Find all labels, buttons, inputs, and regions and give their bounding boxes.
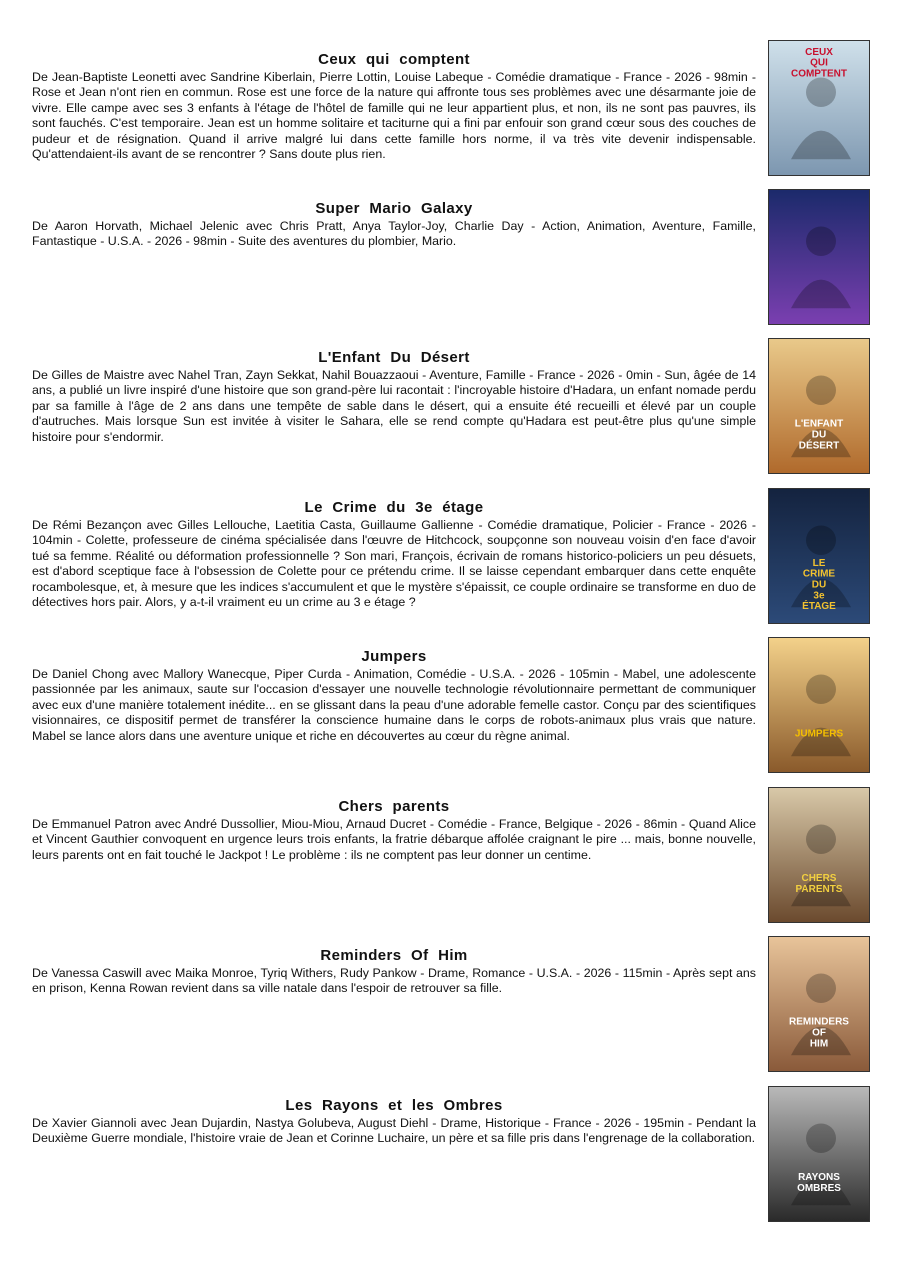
film-entry-chers-parents [32, 797, 756, 863]
film-title: Super Mario Galaxy [315, 200, 473, 217]
poster-title-word: LE [812, 557, 826, 569]
film-poster [768, 338, 870, 474]
poster-title-word: 3e [813, 590, 825, 602]
poster-art [769, 937, 869, 1071]
poster-title-word: RAYONS [798, 1172, 840, 1184]
poster-title-word: QUI [810, 57, 828, 69]
poster-title-word: OF [812, 1027, 826, 1039]
poster-title-word: L'ENFANT [794, 418, 844, 430]
film-entry-l-enfant-du-desert [32, 348, 756, 445]
poster-art [769, 1087, 869, 1221]
poster-title-word: PARENTS [795, 884, 843, 895]
film-description: De Emmanuel Patron avec André Dussollier, Miou-Miou, Arnaud Ducret - Comédie - France, Belgique - 2026 - 86min - Quand Alice et Vincent Gauthier convoquent en urgence leurs trois enfants, la fratrie débarque affolée craignant le pire ... mais, bonne nouvelle, leurs parents ont en fait touché le Jackpot ! Le problème : ils ne comptent pas leur donner un centime. [32, 817, 756, 862]
film-entry-jumpers [32, 647, 756, 744]
film-title: L'Enfant Du Désert [318, 349, 470, 366]
film-poster [768, 1086, 870, 1222]
film-description: De Xavier Giannoli avec Jean Dujardin, Nastya Golubeva, August Diehl - Drame, Historique - France - 2026 - 195min - Pendant la Deuxième Guerre mondiale, l'histoire vraie de Jean et Corinne Luchaire, un père et sa fille pris dans l'engrenage de la collaboration. [32, 1116, 756, 1146]
film-entry-super-mario-galaxy [32, 199, 756, 250]
film-title: Reminders Of Him [320, 947, 468, 964]
poster-figure-head [806, 525, 836, 555]
film-entry-le-crime-du-3e-etage [32, 498, 756, 610]
poster-title-word: JUMPERS [794, 728, 844, 740]
film-title: Le Crime du 3e étage [304, 499, 484, 516]
poster-title-word: DU [811, 579, 827, 591]
film-description: De Jean-Baptiste Leonetti avec Sandrine Kiberlain, Pierre Lottin, Louise Labeque - Comédie dramatique - France - 2026 - 98min - Rose et Jean n'ont rien en commun. Rose est une force de la nature qui affronte tous ses problèmes avec une désarmante joie de vivre. Elle campe avec ses 3 enfants à l'étage de l'hôtel de famille qui ne leur appartient plus, et non, ils ne sont pas pauvres, ils sont fauchés. C'est temporaire. Jean est un homme solitaire et taciturne qui a fini par enfouir son grand cœur sous des couches de pudeur et de résignation. Quand il arrive malgré lui dans cette famille hors norme, il va très vite devenir indispensable. Qu'attendaient-ils avant de se rencontrer ? Sans doute plus rien. [32, 70, 756, 162]
poster-title-word: REMINDERS [789, 1016, 849, 1028]
poster-figure-head [806, 674, 836, 704]
film-entry-reminders-of-him [32, 946, 756, 997]
poster-art [769, 41, 869, 175]
poster-title-word: DU [811, 429, 827, 441]
film-description: De Rémi Bezançon avec Gilles Lellouche, Laetitia Casta, Guillaume Gallienne - Comédie dramatique, Policier - France - 2026 - 104min - Colette, professeure de cinéma spécialisée dans l'œuvre de Hitchcock, soupçonne son nouveau voisin d'en face d'avoir tué sa femme. Réalité ou déformation professionnelle ? Son mari, François, écrivain de romans historico-policiers un peu désuets, est d'abord sceptique face à l'obsession de Colette pour ce prétendu crime. Il se laisse cependant embarquer dans cette enquête rocambolesque, et, à mesure que les indices s'accumulent et que le mystère s'épaissit, ce couple ordinaire se transforme en duo de détectives hors pair. Alors, y a-t-il vraiment eu un crime au 3 e étage ? [32, 518, 756, 610]
poster-title-word: CEUX [805, 46, 833, 58]
film-poster [768, 936, 870, 1072]
film-poster [768, 488, 870, 624]
poster-figure-head [806, 375, 836, 405]
poster-title-word: HIM [809, 1038, 829, 1050]
poster-figure-head [806, 226, 836, 256]
poster-figure-head [806, 973, 836, 1003]
film-poster [768, 189, 870, 325]
film-title: Chers parents [338, 798, 450, 815]
poster-figure-head [806, 77, 836, 107]
poster-title-word: CHERS [801, 873, 837, 885]
film-description: De Aaron Horvath, Michael Jelenic avec Chris Pratt, Anya Taylor-Joy, Charlie Day - Action, Animation, Aventure, Famille, Fantastique - U.S.A. - 2026 - 98min - Suite des aventures du plombier, Mario. [32, 219, 756, 249]
film-description: De Gilles de Maistre avec Nahel Tran, Zayn Sekkat, Nahil Bouazzaoui - Aventure, Famille - France - 2026 - 0min - Sun, âgée de 14 ans, a publié un livre inspiré d'une histoire que son grand-père lui racontait : l'incroyable histoire d'Hadara, un enfant nomade perdu par sa famille à l'âge de 2 ans dans une tempête de sable dans le désert, qui a ensuite été recueilli et élevé par un couple d'autruches. Mais lorsque Sun est invitée à visiter le Sahara, elle se rend compte qu'Hadara est peut-être plus qu'une simple histoire pour s'endormir. [32, 368, 756, 444]
film-poster [768, 787, 870, 923]
film-description: De Vanessa Caswill avec Maika Monroe, Tyriq Withers, Rudy Pankow - Drame, Romance - U.S.A. - 2026 - 115min - Après sept ans en prison, Kenna Rowan revient dans sa ville natale dans l'espoir de retrouver sa fille. [32, 966, 756, 996]
poster-art [769, 190, 869, 324]
film-entry-les-rayons-et-les-ombres [32, 1096, 756, 1147]
film-poster [768, 637, 870, 773]
poster-title-word: OMBRES [797, 1183, 841, 1194]
poster-art [769, 788, 869, 922]
poster-title-word: CRIME [802, 568, 836, 580]
film-poster [768, 40, 870, 176]
poster-title-word: COMPTENT [790, 68, 848, 80]
poster-art [769, 638, 869, 772]
film-description: De Daniel Chong avec Mallory Wanecque, Piper Curda - Animation, Comédie - U.S.A. - 2026 - 105min - Mabel, une adolescente passionnée par les animaux, saute sur l'occasion d'essayer une nouvelle technologie révolutionnaire permettant de communiquer avec eux d'une manière totalement inédite... en se glissant dans la peau d'une adorable femelle castor. Conçu par des scientifiques visionnaires, ce dispositif permet de transférer la conscience humaine dans le corps de robots-animaux plus vrais que nature. Mabel se lance alors dans une aventure unique et riche en découvertes au cœur du règne animal. [32, 667, 756, 743]
poster-art [769, 339, 869, 473]
poster-figure-head [806, 824, 836, 854]
film-title: Ceux qui comptent [318, 51, 470, 68]
poster-title-word: ÉTAGE [802, 601, 836, 613]
poster-art [769, 489, 869, 623]
poster-title-word: DÉSERT [798, 440, 840, 452]
film-title: Les Rayons et les Ombres [285, 1097, 503, 1114]
film-entry-ceux-qui-comptent [32, 50, 756, 162]
film-title: Jumpers [361, 648, 427, 665]
poster-figure-head [806, 1123, 836, 1153]
